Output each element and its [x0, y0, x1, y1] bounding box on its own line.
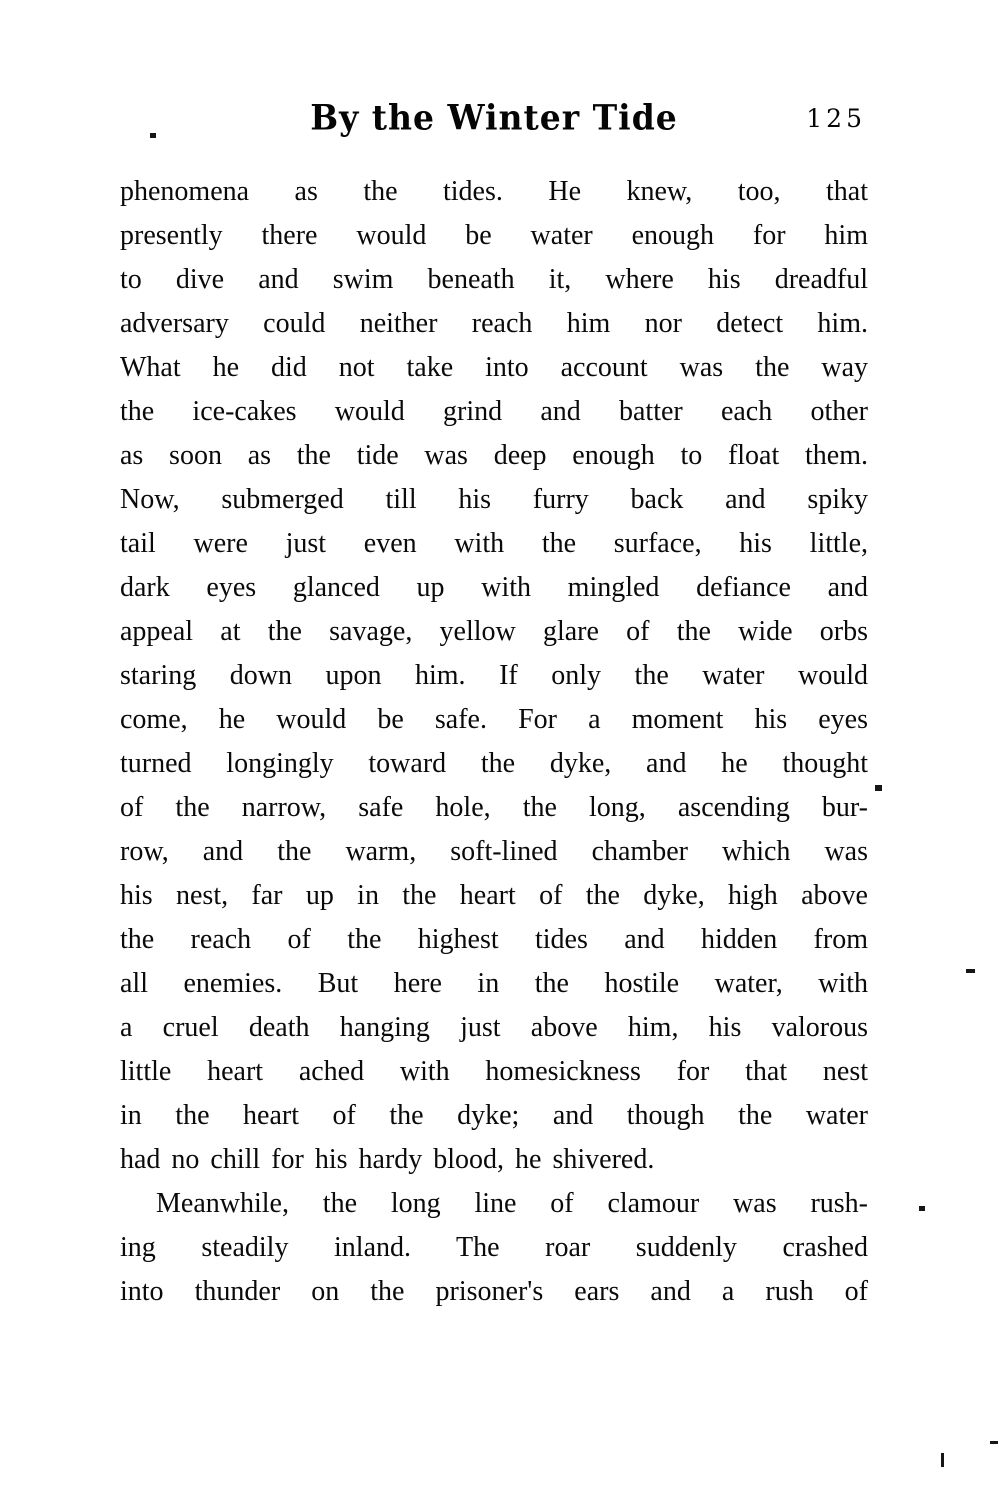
body-line: adversary could neither reach him nor detect him. [120, 308, 868, 339]
body-line: phenomena as the tides. He knew, too, that [120, 176, 868, 207]
body-line-paragraph-start: Meanwhile, the long line of clamour was rush- [156, 1188, 868, 1219]
body-line: to dive and swim beneath it, where his dreadful [120, 264, 868, 295]
body-line: the reach of the highest tides and hidden from [120, 924, 868, 955]
body-line: come, he would be safe. For a moment his eyes [120, 704, 868, 735]
body-line: Now, submerged till his furry back and spiky [120, 484, 868, 515]
body-line: appeal at the savage, yellow glare of the wide orbs [120, 616, 868, 647]
body-line: little heart ached with homesickness for that nest [120, 1056, 868, 1087]
body-line: What he did not take into account was the way [120, 352, 868, 383]
body-line: as soon as the tide was deep enough to float them. [120, 440, 868, 471]
ink-speck [150, 133, 156, 138]
ink-speck [966, 969, 975, 973]
body-line: tail were just even with the surface, his little, [120, 528, 868, 559]
body-line: his nest, far up in the heart of the dyke, high above [120, 880, 868, 911]
body-line: dark eyes glanced up with mingled defiance and [120, 572, 868, 603]
body-line: ing steadily inland. The roar suddenly crashed [120, 1232, 868, 1263]
body-line: all enemies. But here in the hostile water, with [120, 968, 868, 999]
body-line: row, and the warm, soft-lined chamber which was [120, 836, 868, 867]
body-line: turned longingly toward the dyke, and he thought [120, 748, 868, 779]
chapter-title: By the Winter Tide [310, 97, 678, 138]
body-line: in the heart of the dyke; and though the water [120, 1100, 868, 1131]
page-number: 125 [806, 104, 866, 133]
ink-speck [990, 1441, 998, 1444]
body-line: of the narrow, safe hole, the long, ascending bur- [120, 792, 868, 823]
ink-speck [875, 785, 882, 791]
body-line: a cruel death hanging just above him, his valorous [120, 1012, 868, 1043]
ink-speck [919, 1206, 925, 1211]
body-line: presently there would be water enough for him [120, 220, 868, 251]
ink-speck [941, 1453, 944, 1467]
body-line-paragraph-end: had no chill for his hardy blood, he shivered. [120, 1144, 655, 1175]
body-line: the ice-cakes would grind and batter each other [120, 396, 868, 427]
running-head [120, 98, 868, 156]
body-line: into thunder on the prisoner's ears and a rush of [120, 1276, 868, 1307]
body-text [120, 170, 868, 1314]
text-block [120, 97, 868, 1307]
body-line: staring down upon him. If only the water would [120, 660, 868, 691]
